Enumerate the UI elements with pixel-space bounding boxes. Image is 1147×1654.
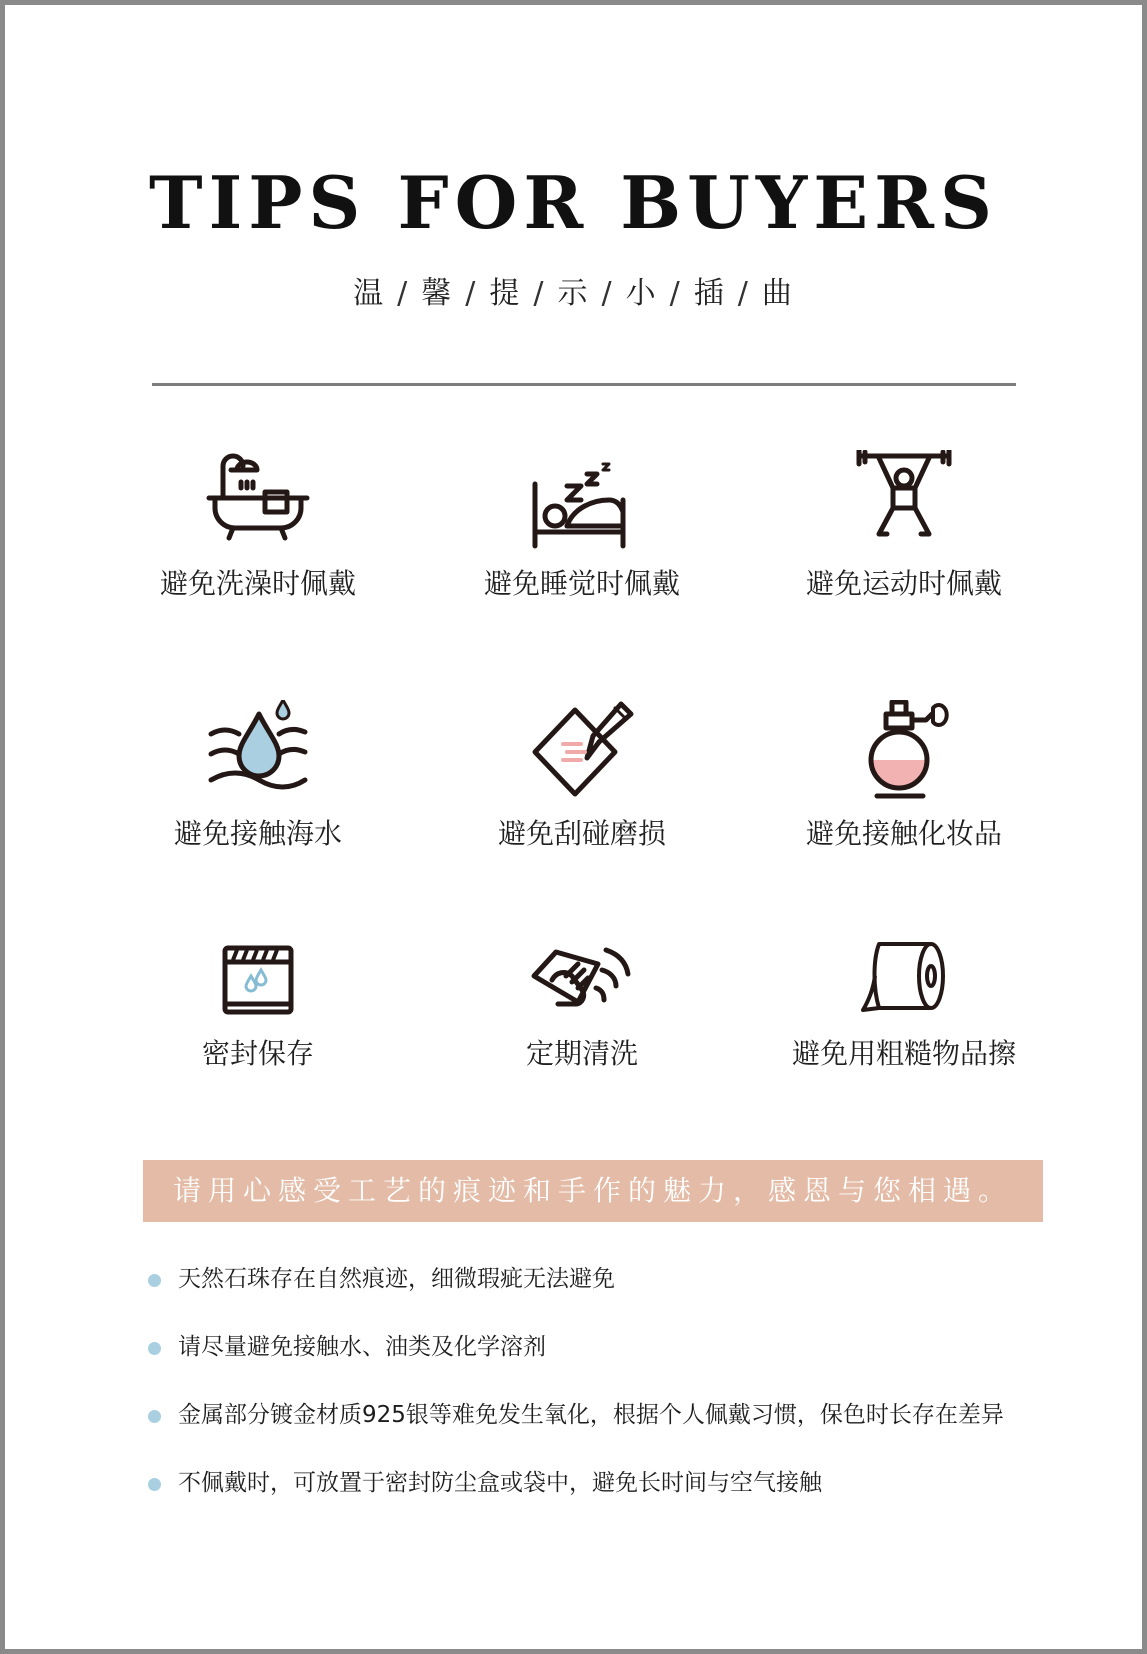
tip-item [98, 450, 418, 602]
tip-item [744, 700, 1064, 852]
note-text: 不佩戴时，可放置于密封防尘盒或袋中，避免长时间与空气接触 [178, 1470, 822, 1496]
subtitle-char: 提 [489, 276, 522, 311]
paper-roll-icon [849, 940, 959, 1020]
perfume-bottle-icon [849, 700, 959, 800]
tip-label: 避免洗澡时佩戴 [159, 567, 356, 600]
care-notes-list [148, 1262, 1048, 1534]
subtitle-separator: / [397, 276, 410, 311]
subtitle-char: 温 [353, 276, 386, 311]
tip-label: 定期清洗 [525, 1037, 638, 1070]
tip-label: 避免睡觉时佩戴 [483, 567, 680, 600]
bullet-icon [148, 1274, 161, 1287]
hand-cleaning-cloth-icon [522, 940, 642, 1020]
tip-label: 避免接触海水 [173, 817, 342, 850]
tip-label: 密封保存 [201, 1037, 314, 1070]
subtitle-separator: / [601, 276, 614, 311]
tip-item [744, 940, 1064, 1072]
subtitle-separator: / [669, 276, 682, 311]
note-text: 请尽量避免接触水、油类及化学溶剂 [178, 1334, 546, 1360]
subtitle-char: 示 [557, 276, 590, 311]
tip-label: 避免用粗糙物品擦 [791, 1037, 1016, 1070]
list-item [148, 1466, 1048, 1534]
tip-item [422, 700, 742, 852]
weightlifting-icon [849, 450, 959, 550]
subtitle-separator: / [737, 276, 750, 311]
list-item [148, 1398, 1048, 1466]
tip-item [422, 450, 742, 602]
list-item [148, 1330, 1048, 1398]
tip-item [744, 450, 1064, 602]
care-banner: 请用心感受工艺的痕迹和手作的魅力，感恩与您相遇。 [143, 1160, 1043, 1222]
subtitle-char: 曲 [761, 276, 794, 311]
bathtub-icon [203, 450, 313, 550]
subtitle-separator: / [465, 276, 478, 311]
bullet-icon [148, 1410, 161, 1423]
subtitle-char: 馨 [421, 276, 454, 311]
subtitle-char: 插 [693, 276, 726, 311]
bullet-icon [148, 1478, 161, 1491]
subtitle-char: 小 [625, 276, 658, 311]
tip-label: 避免刮碰磨损 [497, 817, 666, 850]
page-title: TIPS FOR BUYERS [149, 160, 998, 245]
scratch-card-icon [527, 700, 637, 800]
sleep-bed-icon [527, 450, 637, 550]
subtitle-separator: / [533, 276, 546, 311]
tip-item [98, 700, 418, 852]
tip-label: 避免运动时佩戴 [805, 567, 1002, 600]
bullet-icon [148, 1342, 161, 1355]
tip-item [98, 940, 418, 1072]
list-item [148, 1262, 1048, 1330]
note-text: 天然石珠存在自然痕迹，细微瑕疵无法避免 [178, 1266, 615, 1292]
sealed-box-icon [203, 940, 313, 1020]
water-drop-waves-icon [203, 700, 313, 800]
note-text: 金属部分镀金材质925银等难免发生氧化，根据个人佩戴习惯，保色时长存在差异 [178, 1402, 1004, 1428]
tip-item [422, 940, 742, 1072]
tip-label: 避免接触化妆品 [805, 817, 1002, 850]
